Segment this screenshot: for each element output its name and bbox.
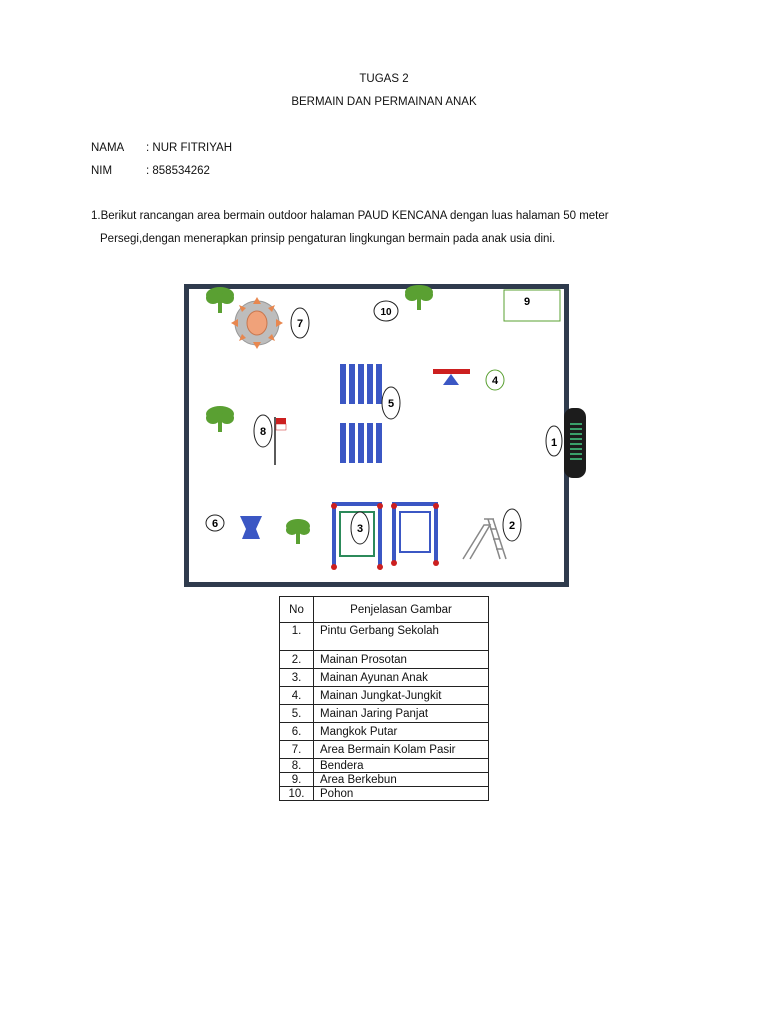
legend-no: 5. — [280, 705, 314, 723]
table-row — [280, 773, 489, 787]
legend-desc: Mainan Ayunan Anak — [314, 669, 489, 687]
label-swing: 3 — [356, 523, 364, 535]
legend-no: 7. — [280, 741, 314, 759]
table-row — [280, 651, 489, 669]
legend-desc: Mainan Jungkat-Jungkit — [314, 687, 489, 705]
legend-no: 2. — [280, 651, 314, 669]
table-row — [280, 669, 489, 687]
table-row — [280, 723, 489, 741]
intro-line-2: Persegi,dengan menerapkan prinsip pengaturan lingkungan bermain pada anak usia dini. — [100, 233, 556, 245]
legend-desc: Area Bermain Kolam Pasir — [314, 741, 489, 759]
legend-no: 6. — [280, 723, 314, 741]
label-garden: 9 — [523, 296, 531, 308]
label-climbing: 5 — [387, 398, 395, 410]
label-sandbox: 7 — [296, 318, 304, 330]
legend-no: 1. — [280, 623, 314, 651]
legend-header-desc: Penjelasan Gambar — [314, 597, 489, 623]
legend-desc: Pintu Gerbang Sekolah — [314, 623, 489, 651]
label-tree: 10 — [380, 307, 392, 318]
legend-desc: Pohon — [314, 787, 489, 801]
label-flag: 8 — [259, 426, 267, 438]
nim-label: NIM — [91, 165, 113, 177]
doc-subtitle: BERMAIN DAN PERMAINAN ANAK — [291, 96, 477, 108]
label-bowl: 6 — [211, 518, 219, 530]
table-row — [280, 687, 489, 705]
legend-no: 10. — [280, 787, 314, 801]
legend-desc: Mainan Jaring Panjat — [314, 705, 489, 723]
legend-no: 8. — [280, 759, 314, 773]
name-value: : NUR FITRIYAH — [146, 142, 233, 154]
legend-desc: Mangkok Putar — [314, 723, 489, 741]
legend-no: 4. — [280, 687, 314, 705]
legend-table — [279, 596, 489, 801]
legend-no: 3. — [280, 669, 314, 687]
legend-header-no: No — [280, 597, 314, 623]
legend-desc: Mainan Prosotan — [314, 651, 489, 669]
intro-line-1: 1.Berikut rancangan area bermain outdoor halaman PAUD KENCANA dengan luas halaman 50 meter — [91, 210, 609, 222]
label-gate: 1 — [550, 437, 558, 449]
legend-header-row — [280, 597, 489, 623]
nim-value: : 858534262 — [146, 165, 210, 177]
table-row — [280, 623, 489, 651]
table-row — [280, 787, 489, 801]
doc-title: TUGAS 2 — [359, 73, 409, 85]
label-slide: 2 — [508, 520, 516, 532]
table-row — [280, 759, 489, 773]
table-row — [280, 741, 489, 759]
legend-desc: Area Berkebun — [314, 773, 489, 787]
gate-icon — [564, 408, 586, 478]
name-label: NAMA — [91, 142, 125, 154]
legend-no: 9. — [280, 773, 314, 787]
legend-desc: Bendera — [314, 759, 489, 773]
table-row — [280, 705, 489, 723]
garden-area — [504, 290, 560, 321]
label-seesaw: 4 — [491, 375, 499, 387]
playground-plan — [184, 283, 588, 589]
